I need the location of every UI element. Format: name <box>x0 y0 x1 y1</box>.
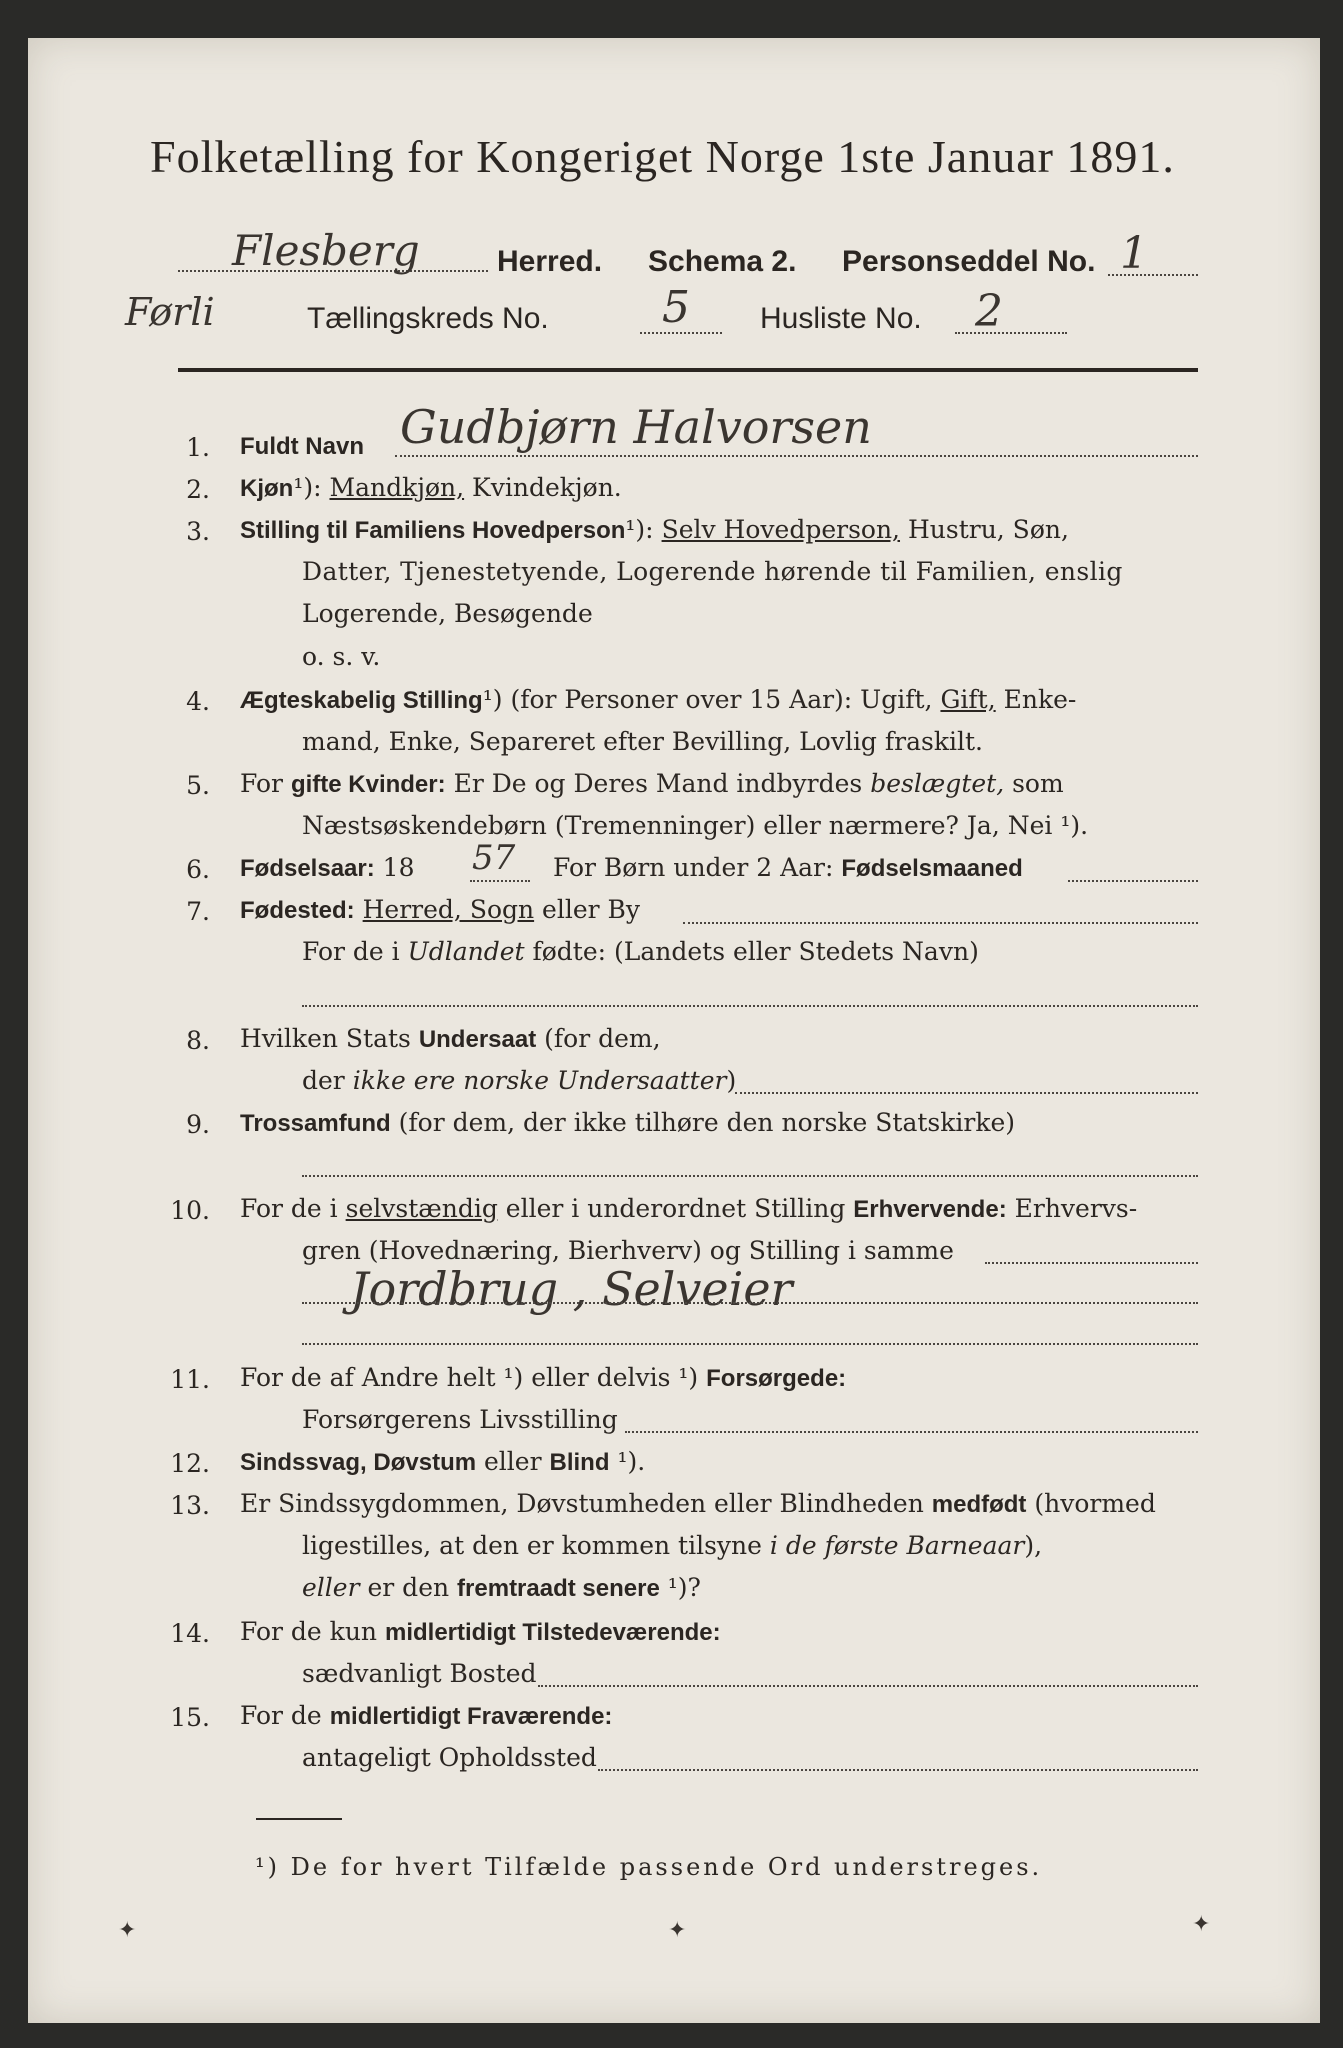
erhverv-b: eller i underordnet Stilling <box>497 1194 854 1223</box>
gifte-label: gifte Kvinder: <box>290 771 446 798</box>
fodselsaar-prefix: 18 <box>374 853 415 882</box>
forsorger-dots <box>625 1431 1198 1433</box>
herred-label: Herred. <box>497 245 603 278</box>
schema-label: Schema 2. <box>648 245 797 278</box>
born-under-label: For Børn under 2 Aar: <box>553 853 834 882</box>
row-15-line-2: antageligt Opholdssted <box>302 1743 597 1772</box>
medfodt-a: Er Sindssygdommen, Døvstumheden eller Blindheden <box>240 1489 932 1518</box>
trossamfund-dots <box>302 1175 1198 1177</box>
registration-mark-right: ✦ <box>1192 1912 1211 1937</box>
kjon-label: Kjøn <box>240 475 294 502</box>
fodselsaar-label: Fødselsaar: <box>240 855 375 882</box>
footnote-rule <box>256 1818 342 1820</box>
husliste-dots <box>955 332 1067 334</box>
fravaerende-a: For de <box>240 1701 330 1730</box>
forsorgede-a: For de af Andre helt ¹) eller delvis ¹) <box>240 1363 707 1392</box>
row-10-line-2: gren (Hovednæring, Bierhverv) og Stilling i samme <box>302 1236 954 1265</box>
kjon-mandkjon: Mandkjøn, <box>329 473 465 502</box>
item-number-15: 15. <box>170 1703 210 1732</box>
taellingskreds-label: Tællingskreds No. <box>307 302 549 335</box>
row-6 <box>240 847 414 890</box>
row-15 <box>240 1695 612 1738</box>
header-rule <box>178 368 1198 372</box>
row-12 <box>240 1441 645 1484</box>
item-number-5: 5. <box>186 771 210 800</box>
erhverv-a: For de i <box>240 1194 346 1223</box>
udlandet-it: Udlandet <box>407 937 525 966</box>
item-number-9: 9. <box>186 1110 210 1139</box>
row-14-line-2: sædvanligt Bosted <box>302 1659 537 1688</box>
stilling-rest: Hustru, Søn, <box>900 515 1069 544</box>
registration-mark-left: ✦ <box>118 1918 137 1943</box>
row-1 <box>240 425 364 468</box>
item-number-10: 10. <box>170 1196 210 1225</box>
sindssvag-label: Sindssvag, Døvstum <box>240 1449 477 1476</box>
stilling-sup: ¹): <box>625 515 654 544</box>
row-4-line-2: mand, Enke, Separeret efter Bevilling, Lovlig fraskilt. <box>302 727 983 756</box>
udlandet-b: fødte: (Landets eller Stedets Navn) <box>524 937 979 966</box>
medfodt-eller: eller <box>302 1573 360 1602</box>
row-5-line-2: Næstsøskendebørn (Tremenninger) eller nærmere? Ja, Nei ¹). <box>302 811 1089 840</box>
row-8 <box>240 1018 661 1061</box>
erhverv-handwriting: Jordbrug , Selveier <box>350 1262 793 1316</box>
undersaat-b: (for dem, <box>536 1024 661 1053</box>
opholdssted-dots <box>598 1769 1198 1771</box>
footnote: ¹) De for hvert Tilfælde passende Ord understreges. <box>255 1853 1043 1881</box>
census-form-sheet <box>28 38 1320 2023</box>
undersaat-dots <box>735 1092 1198 1094</box>
row-4 <box>240 679 1076 722</box>
gifte-beslaegtet: beslægtet, <box>870 769 1005 798</box>
row-2 <box>240 467 622 510</box>
medfodt-l3a: er den <box>359 1573 458 1602</box>
item-number-13: 13. <box>170 1491 210 1520</box>
row-3-line-2: Datter, Tjenestetyende, Logerende hørende til Familien, enslig <box>302 557 1123 586</box>
personseddel-handwriting: 1 <box>1120 228 1148 279</box>
fodselsaar-dots <box>470 880 530 882</box>
row-8-line-2 <box>302 1060 736 1102</box>
row-11-line-2: Forsørgerens Livsstilling <box>302 1405 618 1434</box>
row-11 <box>240 1357 846 1400</box>
form-title: Folketælling for Kongeriget Norge 1ste Januar 1891. <box>150 131 1175 182</box>
margin-handwriting: Førli <box>125 290 215 334</box>
row-7-line-2 <box>302 931 979 973</box>
row-14 <box>240 1611 721 1654</box>
registration-mark-center: ✦ <box>668 1918 687 1943</box>
row-13-line-2 <box>302 1525 1042 1567</box>
item-number-4: 4. <box>186 687 210 716</box>
fodested-herred-sogn: Herred, Sogn <box>362 895 535 924</box>
fravaerende-label: midlertidigt Fraværende: <box>329 1703 613 1730</box>
erhverv-dots-2 <box>302 1302 1198 1304</box>
fuldt-navn-handwriting: Gudbjørn Halvorsen <box>400 400 872 454</box>
item-number-6: 6. <box>186 855 210 884</box>
medfodt-l2a: ligestilles, at den er kommen tilsyne <box>302 1531 770 1560</box>
row-3-line-3: Logerende, Besøgende <box>302 599 593 628</box>
bosted-dots <box>538 1685 1198 1687</box>
erhverv-dots-1 <box>985 1262 1198 1264</box>
item-number-11: 11. <box>170 1365 210 1394</box>
undersaat-l2a: der <box>302 1066 353 1095</box>
item-number-12: 12. <box>170 1449 210 1478</box>
blind-label: Blind <box>549 1449 610 1476</box>
undersaat-a: Hvilken Stats <box>240 1024 419 1053</box>
fuldt-navn-label: Fuldt Navn <box>240 433 364 460</box>
personseddel-dots <box>1108 274 1198 276</box>
kjon-sup: ¹): <box>293 473 322 502</box>
row-6-mid <box>553 847 1023 890</box>
husliste-label: Husliste No. <box>760 302 922 335</box>
fodested-by: eller By <box>534 895 641 924</box>
aegteskab-end: Enke- <box>995 685 1077 714</box>
medfodt-b: (hvormed <box>1026 1489 1156 1518</box>
fremtraadt-label: fremtraadt senere <box>457 1575 660 1602</box>
tilstede-a: For de kun <box>240 1617 385 1646</box>
row-5 <box>240 763 1064 806</box>
medfodt-l2it: i de første Barneaar <box>769 1531 1025 1560</box>
gifte-end: som <box>1004 769 1064 798</box>
medfodt-l2b: ), <box>1024 1531 1043 1560</box>
row-3 <box>240 509 1069 552</box>
aegteskab-label: Ægteskabelig Stilling <box>240 687 483 714</box>
trossamfund-label: Trossamfund <box>240 1110 391 1137</box>
kjon-kvindekjon: Kvindekjøn. <box>464 473 622 502</box>
fodested-dots <box>683 922 1198 924</box>
husliste-handwriting: 2 <box>975 286 1003 337</box>
personseddel-label: Personseddel No. <box>842 245 1096 278</box>
row-9 <box>240 1102 1015 1145</box>
undersaat-label: Undersaat <box>418 1026 537 1053</box>
row-10 <box>240 1188 1137 1231</box>
taellingskreds-dots <box>640 332 722 334</box>
fodselsmaaned-label: Fødselsmaaned <box>841 855 1023 882</box>
udlandet-dots <box>302 1005 1198 1007</box>
medfodt-l3c: ¹)? <box>659 1573 701 1602</box>
sindssvag-b: ¹). <box>609 1447 646 1476</box>
item-number-8: 8. <box>186 1026 210 1055</box>
item-number-1: 1. <box>186 433 210 462</box>
erhverv-selvstaendig: selvstændig <box>345 1194 498 1223</box>
fodested-label: Fødested: <box>240 897 355 924</box>
undersaat-l2b: ) <box>726 1066 737 1095</box>
erhverv-dots-3 <box>302 1343 1198 1345</box>
erhverv-c: Erhvervs- <box>1006 1194 1138 1223</box>
undersaat-l2it: ikke ere norske Undersaatter <box>352 1066 727 1095</box>
trossamfund-text: (for dem, der ikke tilhøre den norske Statskirke) <box>390 1108 1016 1137</box>
aegteskab-text: ¹) (for Personer over 15 Aar): Ugift, <box>482 685 933 714</box>
row-13 <box>240 1483 1156 1526</box>
item-number-7: 7. <box>186 897 210 926</box>
fuldt-navn-dots <box>395 455 1198 457</box>
sindssvag-a: eller <box>476 1447 550 1476</box>
gifte-pre: For <box>240 769 291 798</box>
item-number-14: 14. <box>170 1619 210 1648</box>
taellingskreds-handwriting: 5 <box>662 282 690 333</box>
fodselsmaaned-dots <box>1068 880 1198 882</box>
stilling-label: Stilling til Familiens Hovedperson <box>240 517 626 544</box>
row-7 <box>240 889 640 932</box>
forsorgede-label: Forsørgede: <box>706 1365 847 1392</box>
medfodt-label: medfødt <box>931 1491 1027 1518</box>
udlandet-a: For de i <box>302 937 408 966</box>
erhverv-label: Erhvervende: <box>853 1196 1007 1223</box>
row-3-line-4: o. s. v. <box>302 642 381 671</box>
gifte-text: Er De og Deres Mand indbyrdes <box>445 769 871 798</box>
item-number-3: 3. <box>186 517 210 546</box>
stilling-selv: Selv Hovedperson, <box>661 515 901 544</box>
item-number-2: 2. <box>186 475 210 504</box>
tilstede-label: midlertidigt Tilstedeværende: <box>384 1619 721 1646</box>
fodselsaar-handwriting: 57 <box>472 838 516 878</box>
row-13-line-3 <box>302 1567 701 1610</box>
herred-handwriting: Flesberg <box>232 226 420 275</box>
aegteskab-gift: Gift, <box>940 685 996 714</box>
